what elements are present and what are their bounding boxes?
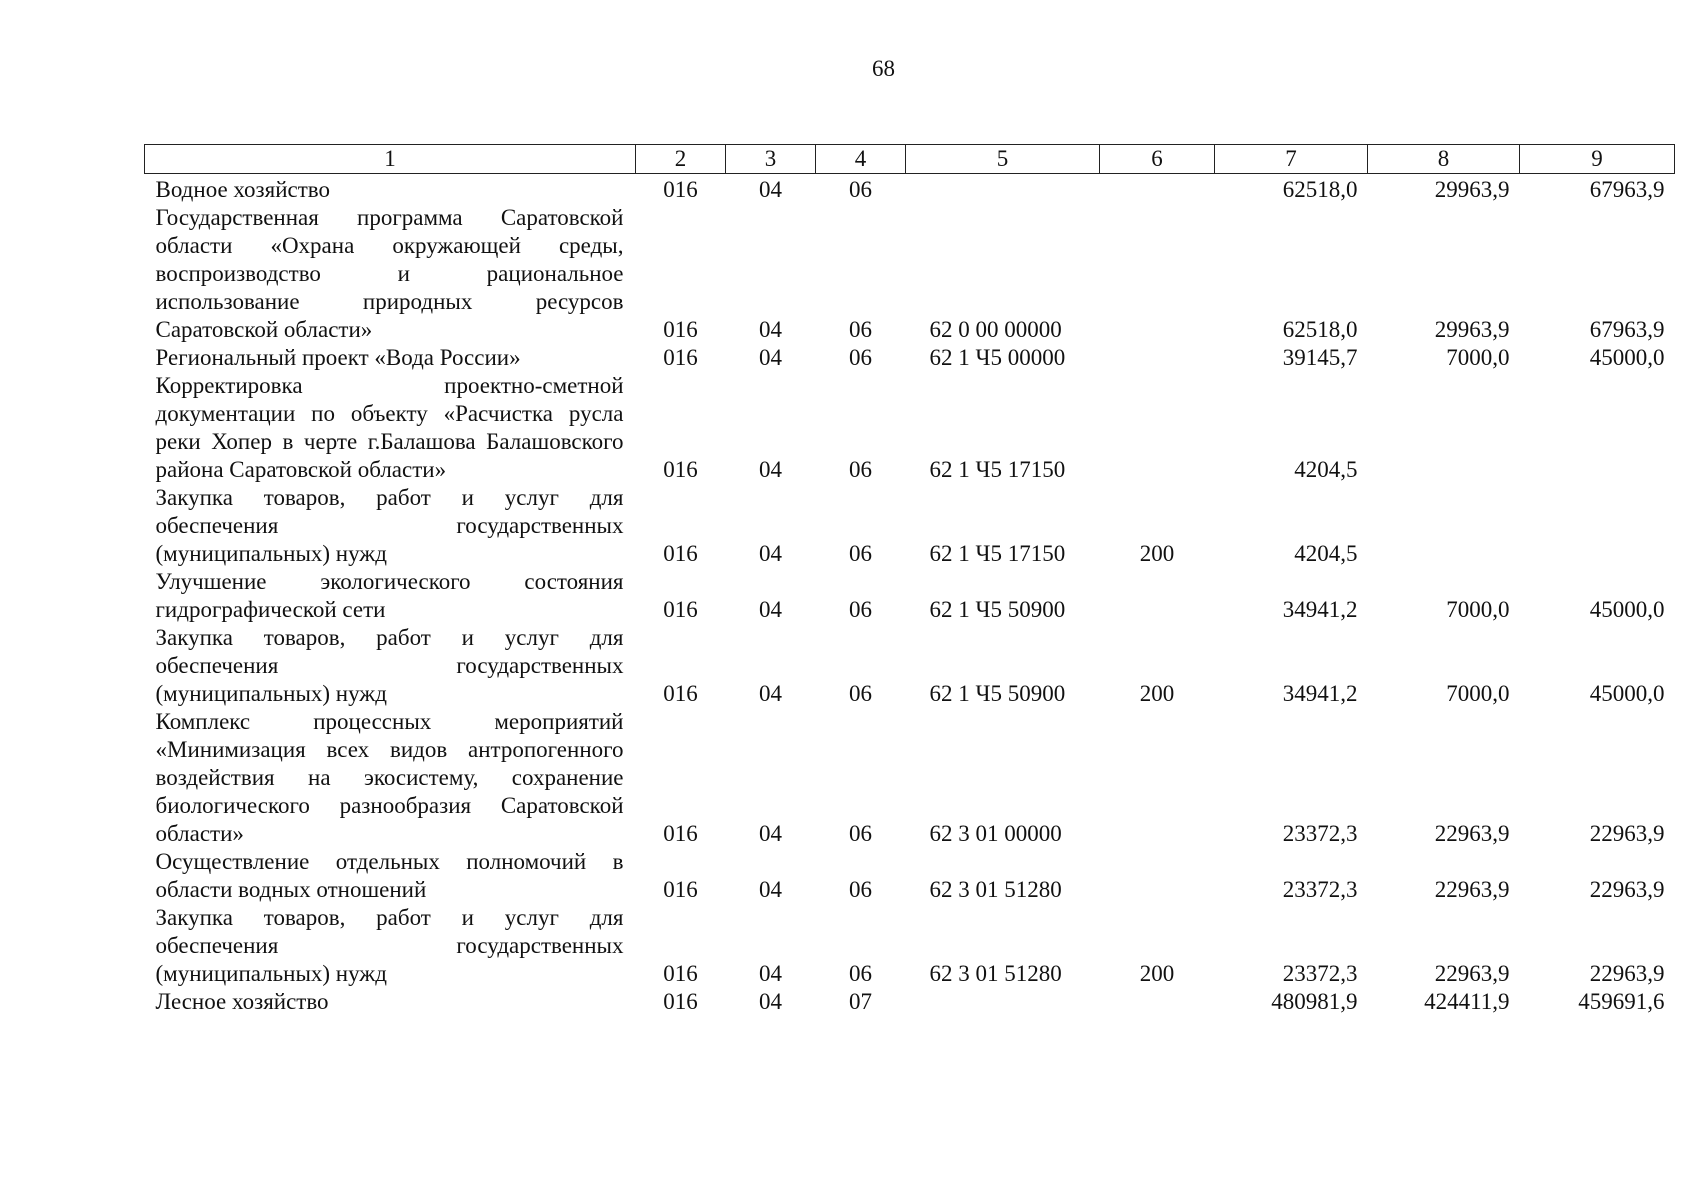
- column-5-code: 62 3 01 51280: [929, 961, 1062, 986]
- table-body: [145, 174, 1675, 1017]
- table-row: [145, 568, 1675, 624]
- column-9-amount: 45000,0: [1589, 597, 1665, 622]
- column-2-value: 016: [663, 541, 698, 566]
- column-header: 8: [1368, 145, 1520, 174]
- column-9-amount: [1520, 372, 1675, 484]
- column-4-value: 06: [849, 877, 872, 902]
- column-9-amount: 22963,9: [1589, 961, 1665, 986]
- column-header: 2: [636, 145, 726, 174]
- column-6-value: 200: [1139, 961, 1175, 986]
- column-3-value: 04: [759, 317, 782, 342]
- table-row: [145, 372, 1675, 484]
- row-description: Закупка товаров, работ и услуг для обеспечения государственных (муниципальных) нужд: [155, 485, 624, 566]
- column-6-value: [1100, 174, 1215, 205]
- column-8-amount: 22963,9: [1434, 877, 1510, 902]
- column-2-value: 016: [663, 877, 698, 902]
- column-3-value: 04: [759, 457, 782, 482]
- column-5-code: 62 3 01 00000: [929, 821, 1062, 846]
- column-2-value: 016: [663, 961, 698, 986]
- table-row: [145, 988, 1675, 1016]
- column-6-value: [1100, 204, 1215, 344]
- table-row: [145, 174, 1675, 205]
- column-6-value: [1100, 568, 1215, 624]
- column-9-amount: 45000,0: [1589, 681, 1665, 706]
- column-9-amount: 22963,9: [1589, 877, 1665, 902]
- column-3-value: 04: [759, 681, 782, 706]
- column-4-value: 06: [849, 317, 872, 342]
- row-description: Закупка товаров, работ и услуг для обеспечения государственных (муниципальных) нужд: [155, 625, 624, 706]
- row-description: Закупка товаров, работ и услуг для обеспечения государственных (муниципальных) нужд: [155, 905, 624, 986]
- table-row: [145, 624, 1675, 708]
- column-7-amount: 4204,5: [1294, 541, 1358, 566]
- column-8-amount: 424411,9: [1424, 989, 1510, 1014]
- column-7-amount: 23372,3: [1282, 961, 1358, 986]
- column-6-value: 200: [1139, 541, 1175, 566]
- column-5-code: 62 1 Ч5 17150: [929, 457, 1066, 482]
- column-header: 5: [906, 145, 1100, 174]
- column-header: 6: [1100, 145, 1215, 174]
- column-4-value: 06: [849, 961, 872, 986]
- row-description: Комплекс процессных мероприятий «Минимизация всех видов антропогенного воздействия на экосистему, сохранение биологического разнообразия Саратовской области»: [155, 709, 624, 846]
- column-6-value: [1100, 988, 1215, 1016]
- column-7-amount: 23372,3: [1282, 877, 1358, 902]
- budget-table: [144, 144, 1675, 1016]
- column-3-value: 04: [759, 821, 782, 846]
- column-9-amount: 67963,9: [1589, 177, 1665, 202]
- column-4-value: 06: [849, 177, 872, 202]
- column-3-value: 04: [759, 989, 782, 1014]
- row-description: Корректировка проектно-сметной документации по объекту «Расчистка русла реки Хопер в черте г.Балашова Балашовского района Саратовской области»: [155, 373, 624, 482]
- column-8-amount: [1368, 372, 1520, 484]
- column-5-code: [906, 988, 1100, 1016]
- column-3-value: 04: [759, 961, 782, 986]
- column-6-value: [1100, 372, 1215, 484]
- column-7-amount: 39145,7: [1282, 345, 1358, 370]
- column-2-value: 016: [663, 681, 698, 706]
- column-6-value: 200: [1139, 681, 1175, 706]
- column-9-amount: 459691,6: [1578, 989, 1665, 1014]
- column-7-amount: 34941,2: [1282, 681, 1358, 706]
- column-3-value: 04: [759, 597, 782, 622]
- column-5-code: 62 1 Ч5 50900: [929, 597, 1066, 622]
- column-4-value: 06: [849, 541, 872, 566]
- column-5-code: 62 1 Ч5 17150: [929, 541, 1066, 566]
- column-8-amount: 7000,0: [1446, 597, 1510, 622]
- row-description: Государственная программа Саратовской области «Охрана окружающей среды, воспроизводство и рациональное использование природных ресурсов Саратовской области»: [155, 205, 624, 342]
- column-7-amount: 62518,0: [1282, 317, 1358, 342]
- column-8-amount: 29963,9: [1434, 177, 1510, 202]
- column-header: 7: [1215, 145, 1368, 174]
- column-header: 1: [145, 145, 636, 174]
- column-8-amount: [1368, 484, 1520, 568]
- column-7-amount: 62518,0: [1282, 177, 1358, 202]
- table-row: [145, 848, 1675, 904]
- row-description: Лесное хозяйство: [155, 989, 329, 1014]
- column-6-value: [1100, 344, 1215, 372]
- column-2-value: 016: [663, 457, 698, 482]
- column-5-code: 62 3 01 51280: [929, 877, 1062, 902]
- column-4-value: 06: [849, 821, 872, 846]
- column-4-value: 06: [849, 681, 872, 706]
- column-2-value: 016: [663, 821, 698, 846]
- column-5-code: [906, 174, 1100, 205]
- column-7-amount: 23372,3: [1282, 821, 1358, 846]
- row-description: Водное хозяйство: [155, 177, 330, 202]
- column-4-value: 06: [849, 345, 872, 370]
- column-3-value: 04: [759, 345, 782, 370]
- column-7-amount: 34941,2: [1282, 597, 1358, 622]
- table-row: [145, 708, 1675, 848]
- column-9-amount: 67963,9: [1589, 317, 1665, 342]
- column-9-amount: 22963,9: [1589, 821, 1665, 846]
- column-8-amount: 22963,9: [1434, 961, 1510, 986]
- column-9-amount: 45000,0: [1589, 345, 1665, 370]
- column-9-amount: [1520, 484, 1675, 568]
- column-2-value: 016: [663, 989, 698, 1014]
- column-2-value: 016: [663, 177, 698, 202]
- column-4-value: 07: [849, 989, 872, 1014]
- column-3-value: 04: [759, 877, 782, 902]
- column-3-value: 04: [759, 541, 782, 566]
- column-2-value: 016: [663, 345, 698, 370]
- column-header: 4: [816, 145, 906, 174]
- column-2-value: 016: [663, 597, 698, 622]
- table-row: [145, 904, 1675, 988]
- header-row: [145, 145, 1675, 174]
- column-6-value: [1100, 848, 1215, 904]
- column-4-value: 06: [849, 457, 872, 482]
- row-description: Региональный проект «Вода России»: [155, 345, 521, 370]
- column-8-amount: 7000,0: [1446, 345, 1510, 370]
- column-6-value: [1100, 708, 1215, 848]
- column-8-amount: 22963,9: [1434, 821, 1510, 846]
- column-8-amount: 7000,0: [1446, 681, 1510, 706]
- row-description: Осуществление отдельных полномочий в области водных отношений: [155, 849, 624, 902]
- column-8-amount: 29963,9: [1434, 317, 1510, 342]
- column-header: 9: [1520, 145, 1675, 174]
- column-7-amount: 480981,9: [1271, 989, 1358, 1014]
- page-number: 68: [872, 56, 895, 81]
- column-5-code: 62 1 Ч5 50900: [929, 681, 1066, 706]
- column-4-value: 06: [849, 597, 872, 622]
- table-row: [145, 344, 1675, 372]
- column-5-code: 62 1 Ч5 00000: [929, 345, 1066, 370]
- table-row: [145, 484, 1675, 568]
- column-3-value: 04: [759, 177, 782, 202]
- column-5-code: 62 0 00 00000: [929, 317, 1062, 342]
- column-2-value: 016: [663, 317, 698, 342]
- column-7-amount: 4204,5: [1294, 457, 1358, 482]
- column-header: 3: [726, 145, 816, 174]
- table-row: [145, 204, 1675, 344]
- row-description: Улучшение экологического состояния гидрографической сети: [155, 569, 624, 622]
